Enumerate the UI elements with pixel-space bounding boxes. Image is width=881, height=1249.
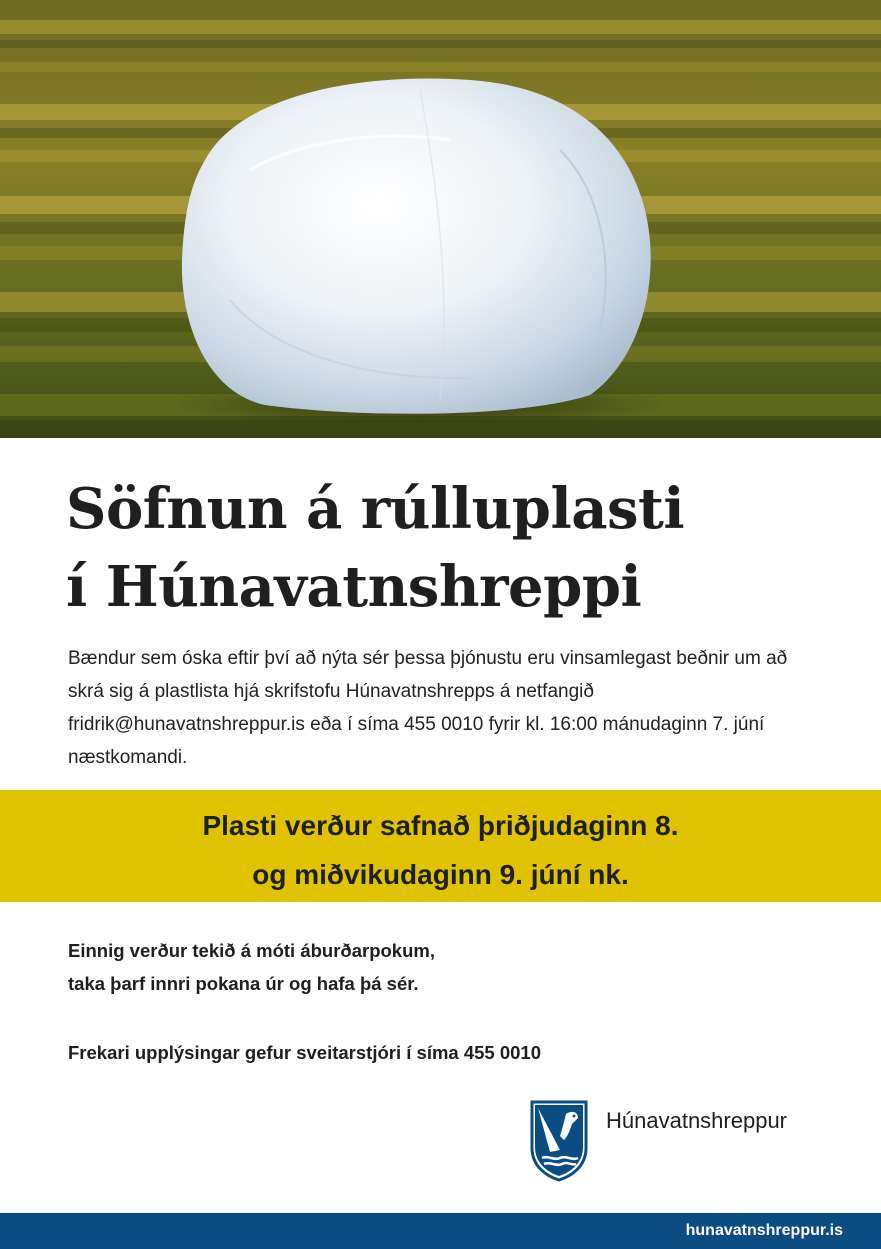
note-line-2: taka þarf innri pokana úr og hafa þá sér.: [68, 973, 419, 994]
note-line-1: Einnig verður tekið á móti áburðarpokum,: [68, 940, 435, 961]
footer-website-link[interactable]: hunavatnshreppur.is: [685, 1222, 843, 1239]
more-info-text: Frekari upplýsingar gefur sveitarstjóri í síma 455 0010: [68, 1042, 541, 1063]
hero-photo: [0, 0, 881, 438]
municipality-name: Húnavatnshreppur: [606, 1108, 788, 1133]
page-title: [66, 470, 684, 626]
municipality-crest-icon: [530, 1100, 588, 1182]
banner-line-2: og miðvikudaginn 9. júní nk.: [252, 859, 629, 890]
fertilizer-bag-note: [68, 934, 435, 1000]
title-line-2: í Húnavatnshreppi: [66, 554, 642, 620]
title-line-1: Söfnun á rúlluplasti: [66, 476, 685, 542]
intro-paragraph: Bændur sem óska eftir því að nýta sér þessa þjónustu eru vinsamlegast beðnir um að skrá sig á plastlista hjá skrifstofu Húnavatnshrepps á netfangið fridrik@hunavatnshreppur.is eða í síma 455 0010 fyrir kl. 16:00 mánudaginn 7. júní næstkomandi.: [68, 648, 788, 768]
silage-bale-illustration: [0, 0, 881, 438]
banner-line-1: Plasti verður safnað þriðjudaginn 8.: [202, 810, 679, 841]
